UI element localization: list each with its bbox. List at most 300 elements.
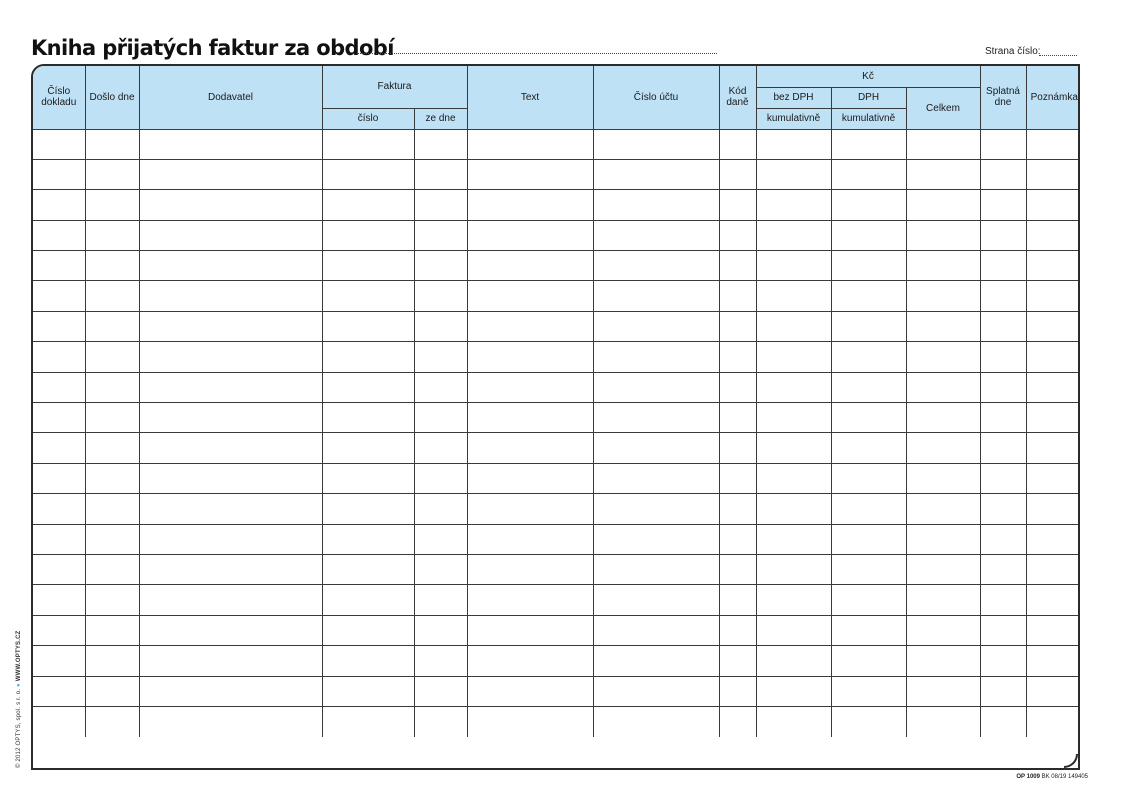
cell-faktura-cislo[interactable] xyxy=(322,129,414,159)
cell-splatna-dne[interactable] xyxy=(980,129,1026,159)
cell-faktura-cislo[interactable] xyxy=(322,251,414,281)
cell-cislo-dokladu[interactable] xyxy=(33,585,85,615)
cell-bez-dph[interactable] xyxy=(756,372,831,402)
cell-cislo-dokladu[interactable] xyxy=(33,190,85,220)
cell-text[interactable] xyxy=(467,463,593,493)
cell-poznamka[interactable] xyxy=(1026,190,1080,220)
col-header-kc: Kč xyxy=(756,66,980,87)
cell-celkem[interactable] xyxy=(906,220,980,250)
cell-bez-dph[interactable] xyxy=(756,311,831,341)
cell-poznamka[interactable] xyxy=(1026,159,1080,189)
cell-cislo-dokladu[interactable] xyxy=(33,342,85,372)
cell-cislo-uctu[interactable] xyxy=(593,706,719,736)
cell-cislo-dokladu[interactable] xyxy=(33,463,85,493)
cell-cislo-dokladu[interactable] xyxy=(33,220,85,250)
cell-cislo-dokladu[interactable] xyxy=(33,433,85,463)
cell-kod-dane[interactable] xyxy=(719,463,756,493)
cell-bez-dph[interactable] xyxy=(756,433,831,463)
cell-cislo-dokladu[interactable] xyxy=(33,159,85,189)
cell-bez-dph[interactable] xyxy=(756,281,831,311)
cell-splatna-dne[interactable] xyxy=(980,159,1026,189)
cell-bez-dph[interactable] xyxy=(756,463,831,493)
cell-dodavatel[interactable] xyxy=(139,190,322,220)
cell-doslo-dne[interactable] xyxy=(85,524,139,554)
cell-cislo-uctu[interactable] xyxy=(593,554,719,584)
col-header-poznamka: Poznámka xyxy=(1026,66,1080,129)
cell-faktura-ze-dne[interactable] xyxy=(414,646,467,676)
cell-dph[interactable] xyxy=(831,676,906,706)
cell-celkem[interactable] xyxy=(906,676,980,706)
cell-faktura-ze-dne[interactable] xyxy=(414,494,467,524)
cell-celkem[interactable] xyxy=(906,463,980,493)
cell-poznamka[interactable] xyxy=(1026,403,1080,433)
cell-dph[interactable] xyxy=(831,585,906,615)
cell-faktura-ze-dne[interactable] xyxy=(414,220,467,250)
cell-dodavatel[interactable] xyxy=(139,676,322,706)
cell-dph[interactable] xyxy=(831,129,906,159)
cell-celkem[interactable] xyxy=(906,281,980,311)
cell-text[interactable] xyxy=(467,433,593,463)
cell-kod-dane[interactable] xyxy=(719,311,756,341)
cell-bez-dph[interactable] xyxy=(756,159,831,189)
cell-bez-dph[interactable] xyxy=(756,251,831,281)
cell-dph[interactable] xyxy=(831,646,906,676)
cell-dodavatel[interactable] xyxy=(139,646,322,676)
cell-faktura-cislo[interactable] xyxy=(322,676,414,706)
table-row xyxy=(33,372,1080,402)
cell-faktura-ze-dne[interactable] xyxy=(414,585,467,615)
cell-text[interactable] xyxy=(467,615,593,645)
cell-faktura-cislo[interactable] xyxy=(322,524,414,554)
cell-faktura-cislo[interactable] xyxy=(322,403,414,433)
table-row xyxy=(33,342,1080,372)
cell-poznamka[interactable] xyxy=(1026,524,1080,554)
cell-kod-dane[interactable] xyxy=(719,159,756,189)
cell-cislo-uctu[interactable] xyxy=(593,433,719,463)
cell-cislo-dokladu[interactable] xyxy=(33,281,85,311)
cell-faktura-cislo[interactable] xyxy=(322,281,414,311)
cell-poznamka[interactable] xyxy=(1026,220,1080,250)
cell-dodavatel[interactable] xyxy=(139,585,322,615)
cell-splatna-dne[interactable] xyxy=(980,706,1026,736)
cell-faktura-cislo[interactable] xyxy=(322,585,414,615)
cell-kod-dane[interactable] xyxy=(719,706,756,736)
cell-faktura-cislo[interactable] xyxy=(322,463,414,493)
cell-text[interactable] xyxy=(467,585,593,615)
cell-text[interactable] xyxy=(467,220,593,250)
cell-dph[interactable] xyxy=(831,554,906,584)
cell-text[interactable] xyxy=(467,129,593,159)
cell-faktura-cislo[interactable] xyxy=(322,646,414,676)
cell-poznamka[interactable] xyxy=(1026,463,1080,493)
cell-dph[interactable] xyxy=(831,403,906,433)
cell-dodavatel[interactable] xyxy=(139,554,322,584)
cell-kod-dane[interactable] xyxy=(719,524,756,554)
cell-bez-dph[interactable] xyxy=(756,615,831,645)
col-header-celkem: Celkem xyxy=(906,87,980,129)
cell-dph[interactable] xyxy=(831,463,906,493)
table-row xyxy=(33,615,1080,645)
cell-doslo-dne[interactable] xyxy=(85,251,139,281)
cell-splatna-dne[interactable] xyxy=(980,220,1026,250)
cell-splatna-dne[interactable] xyxy=(980,615,1026,645)
cell-cislo-uctu[interactable] xyxy=(593,129,719,159)
cell-text[interactable] xyxy=(467,646,593,676)
cell-doslo-dne[interactable] xyxy=(85,646,139,676)
cell-text[interactable] xyxy=(467,190,593,220)
cell-cislo-uctu[interactable] xyxy=(593,220,719,250)
cell-dodavatel[interactable] xyxy=(139,615,322,645)
cell-cislo-dokladu[interactable] xyxy=(33,403,85,433)
cell-faktura-ze-dne[interactable] xyxy=(414,524,467,554)
cell-cislo-uctu[interactable] xyxy=(593,159,719,189)
cell-doslo-dne[interactable] xyxy=(85,615,139,645)
cell-dph[interactable] xyxy=(831,494,906,524)
col-header-splatna-dne: Splatná dne xyxy=(980,66,1026,129)
cell-poznamka[interactable] xyxy=(1026,372,1080,402)
cell-cislo-dokladu[interactable] xyxy=(33,646,85,676)
cell-kod-dane[interactable] xyxy=(719,342,756,372)
cell-dph[interactable] xyxy=(831,372,906,402)
table-row xyxy=(33,463,1080,493)
cell-text[interactable] xyxy=(467,676,593,706)
cell-dph[interactable] xyxy=(831,342,906,372)
cell-faktura-cislo[interactable] xyxy=(322,554,414,584)
cell-dph[interactable] xyxy=(831,706,906,736)
cell-cislo-dokladu[interactable] xyxy=(33,129,85,159)
cell-poznamka[interactable] xyxy=(1026,676,1080,706)
cell-faktura-cislo[interactable] xyxy=(322,159,414,189)
cell-cislo-uctu[interactable] xyxy=(593,494,719,524)
cell-splatna-dne[interactable] xyxy=(980,433,1026,463)
cell-faktura-ze-dne[interactable] xyxy=(414,706,467,736)
cell-dodavatel[interactable] xyxy=(139,706,322,736)
cell-dodavatel[interactable] xyxy=(139,220,322,250)
cell-faktura-cislo[interactable] xyxy=(322,706,414,736)
col-header-dph-kumulativne: kumulativně xyxy=(831,108,906,129)
cell-poznamka[interactable] xyxy=(1026,494,1080,524)
cell-poznamka[interactable] xyxy=(1026,615,1080,645)
cell-poznamka[interactable] xyxy=(1026,585,1080,615)
cell-cislo-dokladu[interactable] xyxy=(33,311,85,341)
cell-faktura-cislo[interactable] xyxy=(322,494,414,524)
table-row xyxy=(33,129,1080,159)
cell-faktura-cislo[interactable] xyxy=(322,615,414,645)
cell-celkem[interactable] xyxy=(906,190,980,220)
cell-dodavatel[interactable] xyxy=(139,342,322,372)
cell-splatna-dne[interactable] xyxy=(980,554,1026,584)
cell-bez-dph[interactable] xyxy=(756,220,831,250)
cell-kod-dane[interactable] xyxy=(719,129,756,159)
cell-text[interactable] xyxy=(467,251,593,281)
cell-celkem[interactable] xyxy=(906,494,980,524)
col-header-faktura-cislo: číslo xyxy=(322,108,414,129)
cell-doslo-dne[interactable] xyxy=(85,159,139,189)
cell-faktura-ze-dne[interactable] xyxy=(414,129,467,159)
cell-faktura-ze-dne[interactable] xyxy=(414,433,467,463)
cell-faktura-cislo[interactable] xyxy=(322,342,414,372)
cell-dph[interactable] xyxy=(831,190,906,220)
cell-poznamka[interactable] xyxy=(1026,433,1080,463)
cell-kod-dane[interactable] xyxy=(719,220,756,250)
col-header-text: Text xyxy=(467,66,593,129)
cell-dph[interactable] xyxy=(831,615,906,645)
cell-celkem[interactable] xyxy=(906,524,980,554)
cell-cislo-uctu[interactable] xyxy=(593,524,719,554)
cell-faktura-cislo[interactable] xyxy=(322,372,414,402)
cell-text[interactable] xyxy=(467,403,593,433)
cell-dodavatel[interactable] xyxy=(139,463,322,493)
col-header-cislo-dokladu: Číslo dokladu xyxy=(33,66,85,129)
cell-splatna-dne[interactable] xyxy=(980,281,1026,311)
cell-splatna-dne[interactable] xyxy=(980,403,1026,433)
table-row xyxy=(33,251,1080,281)
col-header-bez-dph: bez DPH xyxy=(756,87,831,108)
cell-faktura-ze-dne[interactable] xyxy=(414,403,467,433)
cell-kod-dane[interactable] xyxy=(719,676,756,706)
cell-cislo-dokladu[interactable] xyxy=(33,554,85,584)
cell-doslo-dne[interactable] xyxy=(85,585,139,615)
cell-splatna-dne[interactable] xyxy=(980,251,1026,281)
cell-kod-dane[interactable] xyxy=(719,615,756,645)
cell-doslo-dne[interactable] xyxy=(85,403,139,433)
cell-splatna-dne[interactable] xyxy=(980,311,1026,341)
cell-dph[interactable] xyxy=(831,281,906,311)
cell-bez-dph[interactable] xyxy=(756,524,831,554)
table-row xyxy=(33,676,1080,706)
col-header-cislo-uctu: Číslo účtu xyxy=(593,66,719,129)
cell-faktura-cislo[interactable] xyxy=(322,311,414,341)
cell-celkem[interactable] xyxy=(906,129,980,159)
cell-poznamka[interactable] xyxy=(1026,251,1080,281)
cell-dodavatel[interactable] xyxy=(139,403,322,433)
cell-faktura-cislo[interactable] xyxy=(322,190,414,220)
cell-bez-dph[interactable] xyxy=(756,403,831,433)
cell-celkem[interactable] xyxy=(906,311,980,341)
page-title: Kniha přijatých faktur za období xyxy=(31,36,394,60)
cell-splatna-dne[interactable] xyxy=(980,646,1026,676)
cell-splatna-dne[interactable] xyxy=(980,463,1026,493)
cell-bez-dph[interactable] xyxy=(756,554,831,584)
cell-kod-dane[interactable] xyxy=(719,190,756,220)
cell-faktura-ze-dne[interactable] xyxy=(414,615,467,645)
cell-splatna-dne[interactable] xyxy=(980,190,1026,220)
cell-cislo-dokladu[interactable] xyxy=(33,524,85,554)
cell-doslo-dne[interactable] xyxy=(85,554,139,584)
cell-doslo-dne[interactable] xyxy=(85,190,139,220)
cell-doslo-dne[interactable] xyxy=(85,220,139,250)
cell-doslo-dne[interactable] xyxy=(85,494,139,524)
cell-faktura-ze-dne[interactable] xyxy=(414,463,467,493)
cell-dph[interactable] xyxy=(831,251,906,281)
table-row xyxy=(33,403,1080,433)
cell-cislo-uctu[interactable] xyxy=(593,585,719,615)
cell-faktura-ze-dne[interactable] xyxy=(414,281,467,311)
cell-poznamka[interactable] xyxy=(1026,706,1080,736)
table-header xyxy=(33,66,1080,129)
cell-celkem[interactable] xyxy=(906,554,980,584)
cell-poznamka[interactable] xyxy=(1026,311,1080,341)
cell-doslo-dne[interactable] xyxy=(85,463,139,493)
cell-cislo-dokladu[interactable] xyxy=(33,251,85,281)
cell-text[interactable] xyxy=(467,311,593,341)
cell-dph[interactable] xyxy=(831,159,906,189)
cell-poznamka[interactable] xyxy=(1026,554,1080,584)
cell-dodavatel[interactable] xyxy=(139,281,322,311)
cell-cislo-dokladu[interactable] xyxy=(33,706,85,736)
cell-text[interactable] xyxy=(467,342,593,372)
cell-dph[interactable] xyxy=(831,220,906,250)
col-header-bez-dph-kumulativne: kumulativně xyxy=(756,108,831,129)
cell-cislo-uctu[interactable] xyxy=(593,311,719,341)
cell-doslo-dne[interactable] xyxy=(85,706,139,736)
cell-celkem[interactable] xyxy=(906,585,980,615)
cell-splatna-dne[interactable] xyxy=(980,494,1026,524)
cell-celkem[interactable] xyxy=(906,615,980,645)
cell-bez-dph[interactable] xyxy=(756,706,831,736)
cell-bez-dph[interactable] xyxy=(756,646,831,676)
cell-kod-dane[interactable] xyxy=(719,251,756,281)
cell-dodavatel[interactable] xyxy=(139,372,322,402)
table-row xyxy=(33,433,1080,463)
cell-celkem[interactable] xyxy=(906,433,980,463)
cell-faktura-ze-dne[interactable] xyxy=(414,311,467,341)
cell-doslo-dne[interactable] xyxy=(85,433,139,463)
cell-text[interactable] xyxy=(467,706,593,736)
col-header-dodavatel: Dodavatel xyxy=(139,66,322,129)
cell-bez-dph[interactable] xyxy=(756,129,831,159)
cell-dph[interactable] xyxy=(831,524,906,554)
cell-cislo-uctu[interactable] xyxy=(593,676,719,706)
cell-bez-dph[interactable] xyxy=(756,342,831,372)
cell-kod-dane[interactable] xyxy=(719,585,756,615)
website-text: WWW.OPTYS.CZ xyxy=(16,630,22,682)
page-number-label: Strana číslo: xyxy=(985,46,1041,57)
cell-celkem[interactable] xyxy=(906,342,980,372)
cell-dodavatel[interactable] xyxy=(139,129,322,159)
cell-kod-dane[interactable] xyxy=(719,403,756,433)
cell-dodavatel[interactable] xyxy=(139,311,322,341)
cell-doslo-dne[interactable] xyxy=(85,311,139,341)
cell-cislo-dokladu[interactable] xyxy=(33,676,85,706)
cell-bez-dph[interactable] xyxy=(756,190,831,220)
cell-dph[interactable] xyxy=(831,311,906,341)
cell-dph[interactable] xyxy=(831,433,906,463)
bullet-dot-icon: ● xyxy=(16,681,22,687)
cell-dodavatel[interactable] xyxy=(139,524,322,554)
cell-cislo-dokladu[interactable] xyxy=(33,615,85,645)
cell-dodavatel[interactable] xyxy=(139,159,322,189)
cell-faktura-ze-dne[interactable] xyxy=(414,159,467,189)
table-row xyxy=(33,585,1080,615)
cell-text[interactable] xyxy=(467,554,593,584)
cell-celkem[interactable] xyxy=(906,646,980,676)
col-header-faktura-ze-dne: ze dne xyxy=(414,108,467,129)
cell-poznamka[interactable] xyxy=(1026,281,1080,311)
cell-doslo-dne[interactable] xyxy=(85,372,139,402)
cell-text[interactable] xyxy=(467,494,593,524)
cell-cislo-uctu[interactable] xyxy=(593,463,719,493)
table-row xyxy=(33,281,1080,311)
cell-splatna-dne[interactable] xyxy=(980,676,1026,706)
cell-celkem[interactable] xyxy=(906,403,980,433)
cell-doslo-dne[interactable] xyxy=(85,281,139,311)
cell-kod-dane[interactable] xyxy=(719,433,756,463)
form-code-number: OP 1009 xyxy=(1016,774,1040,780)
col-header-kod-dane: Kód daně xyxy=(719,66,756,129)
cell-celkem[interactable] xyxy=(906,372,980,402)
table-row xyxy=(33,220,1080,250)
cell-faktura-ze-dne[interactable] xyxy=(414,372,467,402)
cell-text[interactable] xyxy=(467,372,593,402)
table-row xyxy=(33,190,1080,220)
cell-splatna-dne[interactable] xyxy=(980,585,1026,615)
cell-doslo-dne[interactable] xyxy=(85,342,139,372)
cell-text[interactable] xyxy=(467,159,593,189)
table-row xyxy=(33,554,1080,584)
cell-poznamka[interactable] xyxy=(1026,646,1080,676)
copyright-text: © 2012 OPTYS, spol. s r. o. xyxy=(16,688,22,768)
cell-faktura-ze-dne[interactable] xyxy=(414,190,467,220)
cell-bez-dph[interactable] xyxy=(756,494,831,524)
cell-text[interactable] xyxy=(467,281,593,311)
cell-dodavatel[interactable] xyxy=(139,494,322,524)
cell-cislo-uctu[interactable] xyxy=(593,646,719,676)
cell-cislo-dokladu[interactable] xyxy=(33,372,85,402)
cell-celkem[interactable] xyxy=(906,706,980,736)
cell-splatna-dne[interactable] xyxy=(980,372,1026,402)
table-row xyxy=(33,494,1080,524)
cell-cislo-uctu[interactable] xyxy=(593,342,719,372)
cell-kod-dane[interactable] xyxy=(719,646,756,676)
cell-poznamka[interactable] xyxy=(1026,342,1080,372)
cell-kod-dane[interactable] xyxy=(719,554,756,584)
cell-doslo-dne[interactable] xyxy=(85,676,139,706)
cell-cislo-uctu[interactable] xyxy=(593,615,719,645)
cell-poznamka[interactable] xyxy=(1026,129,1080,159)
cell-kod-dane[interactable] xyxy=(719,494,756,524)
cell-splatna-dne[interactable] xyxy=(980,342,1026,372)
cell-celkem[interactable] xyxy=(906,251,980,281)
col-header-faktura: Faktura xyxy=(322,66,467,108)
cell-doslo-dne[interactable] xyxy=(85,129,139,159)
table-row xyxy=(33,646,1080,676)
cell-text[interactable] xyxy=(467,524,593,554)
table-row xyxy=(33,311,1080,341)
cell-faktura-ze-dne[interactable] xyxy=(414,342,467,372)
table-row xyxy=(33,524,1080,554)
cell-kod-dane[interactable] xyxy=(719,372,756,402)
cell-faktura-ze-dne[interactable] xyxy=(414,554,467,584)
cell-cislo-uctu[interactable] xyxy=(593,190,719,220)
cell-faktura-cislo[interactable] xyxy=(322,220,414,250)
cell-cislo-uctu[interactable] xyxy=(593,281,719,311)
cell-faktura-cislo[interactable] xyxy=(322,433,414,463)
cell-kod-dane[interactable] xyxy=(719,281,756,311)
cell-bez-dph[interactable] xyxy=(756,585,831,615)
cell-celkem[interactable] xyxy=(906,159,980,189)
cell-faktura-ze-dne[interactable] xyxy=(414,676,467,706)
cell-faktura-ze-dne[interactable] xyxy=(414,251,467,281)
cell-cislo-dokladu[interactable] xyxy=(33,494,85,524)
cell-dodavatel[interactable] xyxy=(139,251,322,281)
cell-cislo-uctu[interactable] xyxy=(593,251,719,281)
cell-bez-dph[interactable] xyxy=(756,676,831,706)
cell-dodavatel[interactable] xyxy=(139,433,322,463)
cell-cislo-uctu[interactable] xyxy=(593,372,719,402)
cell-cislo-uctu[interactable] xyxy=(593,403,719,433)
cell-splatna-dne[interactable] xyxy=(980,524,1026,554)
